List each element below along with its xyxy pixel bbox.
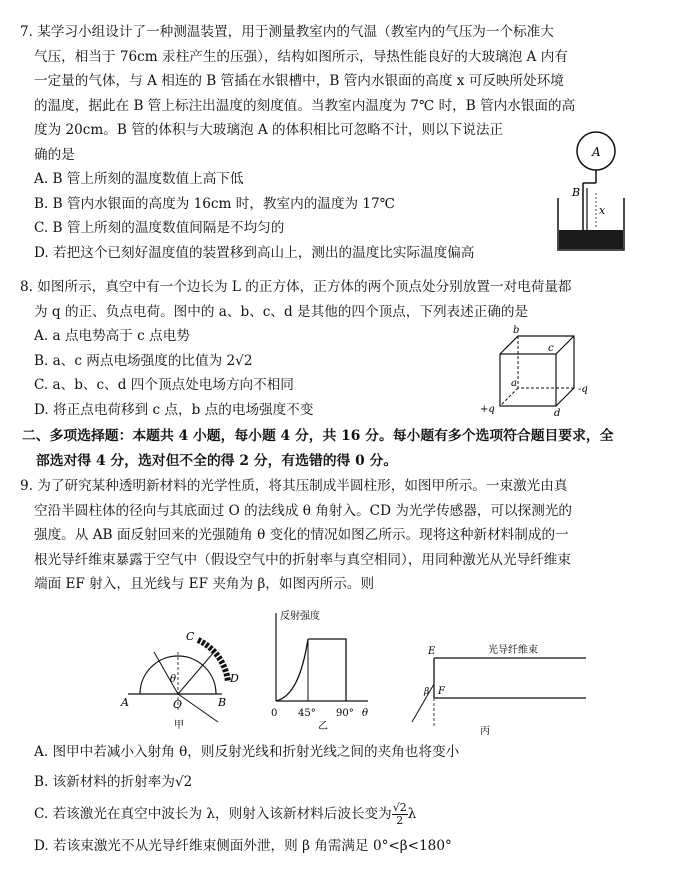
q9-option-c-text: C. 若该激光在真空中波长为 λ，则射入该新材料后波长变为 [34, 806, 392, 822]
q9-options [34, 737, 674, 861]
q9-option-c-suffix: λ [407, 806, 417, 822]
yi-tick-0: 0 [271, 708, 278, 719]
q9-option-c [34, 797, 674, 831]
q7-option-c: C. B 管上所刻的温度数值间隔是不均匀的 [34, 220, 285, 236]
mercury [559, 230, 623, 249]
q7-line: 7. 某学习小组设计了一种测温装置，用于测量教室内的气温（教室内的气压为一个标准大 [20, 24, 554, 40]
reflected-ray [178, 694, 218, 722]
q9-line: 端面 EF 射入，且光线与 EF 夹角为 β，如图丙所示。则 [34, 576, 375, 592]
q9-line: 9. 为了研究某种透明新材料的光学性质，将其压制成半圆柱形，如图甲所示。一束激光由真 [20, 478, 568, 494]
q9-figure-bing [400, 640, 590, 738]
q9-figure-yi [266, 605, 386, 735]
yi-tick-90: 90° [336, 708, 354, 719]
q7-figure-thermometer [540, 128, 665, 258]
q8-option-b: B. a、c 两点电场强度的比值为 2√2 [34, 352, 253, 369]
q7-line: 确的是 [34, 146, 75, 163]
label-e: E [428, 646, 436, 657]
yi-curve [276, 639, 308, 701]
bing-ray [412, 684, 434, 722]
section-2-line: 二、多项选择题：本题共 4 小题，每小题 4 分，共 16 分。每小题有多个选项符合题目要求，全 [22, 428, 614, 444]
label-o: O [173, 698, 183, 711]
q7-option-b: B. B 管内水银面的高度为 16cm 时，教室内的温度为 17℃ [34, 195, 395, 212]
label-b: B [218, 696, 227, 709]
yi-xlabel: θ [362, 708, 369, 719]
section-2-line: 部选对得 4 分，选对但不全的得 2 分，有选错的得 0 分。 [36, 452, 398, 469]
yi-tick-45: 45° [298, 708, 316, 719]
q9-line: 空沿半圆柱体的径向与其底面过 O 的法线成 θ 角射入。CD 为光学传感器，可以探测光的 [34, 502, 573, 519]
q9-line: 根光导纤维束暴露于空气中（假设空气中的折射率与真空相同），用同种激光从光导纤维束 [34, 551, 571, 568]
fraction-denominator: 2 [396, 814, 404, 827]
q7-option-d: D. 若把这个已刻好温度值的装置移到高山上，测出的温度比实际温度偏高 [34, 244, 475, 261]
vertex-a: a [511, 378, 517, 389]
charge-plus-q: +q [480, 404, 495, 415]
yi-ylabel: 反射强度 [280, 611, 320, 622]
q8-line: 8. 如图所示，真空中有一个边长为 L 的正方体，正方体的两个顶点处分别放置一对电荷量都 [20, 279, 572, 295]
vertex-c: c [548, 343, 554, 354]
q9-line: 强度。从 AB 面反射回来的光强随角 θ 变化的情况如图乙所示。现将这种新材料制成的一 [34, 527, 569, 543]
question-9 [20, 474, 680, 597]
tube-b-label: B [572, 186, 581, 199]
fraction [392, 802, 408, 827]
q9-figure-jia [118, 622, 258, 734]
q7-line: 的温度，据此在 B 管上标注出温度的刻度值。当教室内温度为 7℃ 时，B 管内水银面的高 [34, 97, 576, 114]
label-a: A [121, 696, 129, 709]
label-beta: β [424, 687, 430, 697]
caption-jia: 甲 [174, 720, 184, 731]
label-theta: θ [170, 674, 177, 685]
label-d: D [230, 672, 239, 685]
q7-line: 气压，相当于 76cm 汞柱产生的压强），结构如图所示，导热性能良好的大玻璃泡 A 内有 [34, 48, 568, 65]
caption-yi: 乙 [318, 721, 328, 732]
q8-option-c: C. a、b、c、d 四个顶点处电场方向不相同 [34, 377, 294, 393]
q8-option-d: D. 将正点电荷移到 c 点，b 点的电场强度不变 [34, 401, 314, 418]
q9-option-b: B. 该新材料的折射率为√2 [34, 774, 193, 790]
q7-line: 一定量的气体，与 A 相连的 B 管插在水银槽中，B 管内水银面的高度 x 可反映所处环境 [34, 73, 564, 89]
q9-option-d: D. 若该束激光不从光导纤维束侧面外泄，则 β 角需满足 0°<β<180° [34, 838, 452, 854]
charge-minus-q: -q [578, 384, 588, 395]
yi-plateau [308, 639, 346, 701]
caption-bing: 丙 [480, 726, 490, 737]
cube-front-face [500, 354, 556, 406]
sensor-cd [198, 640, 228, 682]
q9-option-a: A. 图甲中若减小入射角 θ，则反射光线和折射光线之间的夹角也将变小 [34, 744, 460, 760]
q8-figure-cube [478, 322, 608, 417]
q7-option-a: A. B 管上所刻的温度数值上高下低 [34, 171, 244, 187]
q8-line: 为 q 的正、负点电荷。图中的 a、b、c、d 是其他的四个顶点，下列表述正确的是 [34, 303, 529, 320]
fiber-label: 光导纤维束 [488, 645, 538, 656]
label-f: F [438, 686, 445, 697]
refracted-ray [178, 652, 214, 694]
vertex-b: b [513, 325, 520, 336]
label-c: C [186, 630, 195, 643]
q8-option-a: A. a 点电势高于 c 点电势 [34, 328, 190, 344]
section-2-heading [22, 424, 682, 473]
bulb-a-label: A [592, 145, 601, 159]
fraction-numerator: √2 [392, 801, 407, 814]
vertex-d: d [554, 408, 561, 417]
q7-line: 度为 20cm。B 管的体积与大玻璃泡 A 的体积相比可忽略不计，则以下说法正 [34, 122, 504, 138]
height-x-label: x [599, 204, 606, 217]
